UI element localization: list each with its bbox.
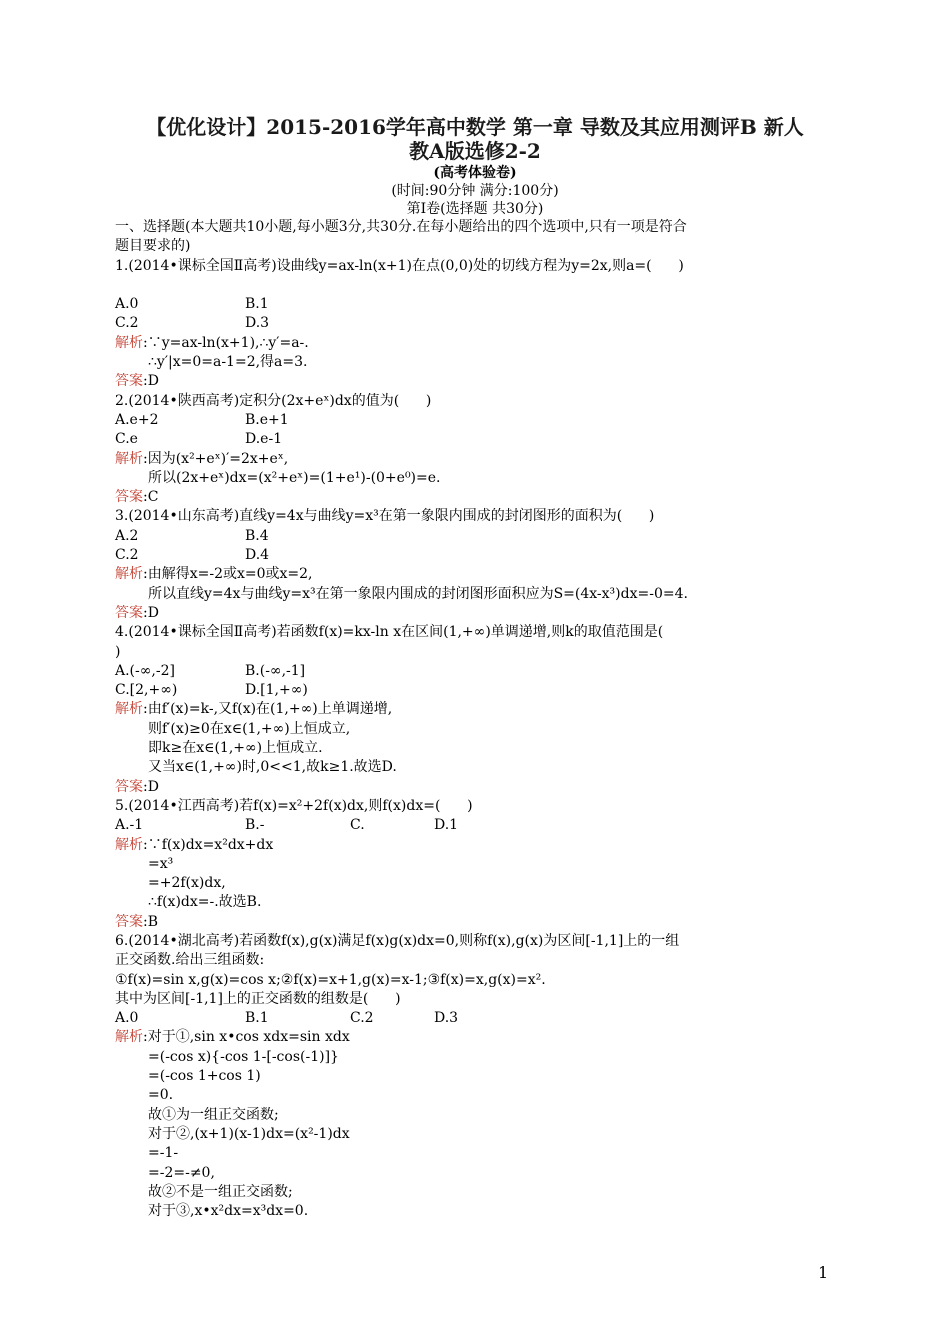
question-5-solution: 解析:∵f(x)dx=x²dx+dx bbox=[115, 836, 274, 853]
answer-label: 答案 bbox=[115, 913, 143, 930]
question-4-stem-cont: ) bbox=[115, 643, 121, 660]
option-b: B.1 bbox=[245, 1010, 269, 1027]
option-b: B.- bbox=[245, 817, 265, 834]
exam-subtitle: (高考体验卷) bbox=[433, 165, 517, 181]
question-2-options-row-2 bbox=[115, 430, 835, 449]
question-6-stem-cont: 正交函数.给出三组函数: bbox=[115, 952, 265, 969]
question-2-solution-line: 所以(2x+eˣ)dx=(x²+eˣ)=(1+e¹)-(0+e⁰)=e. bbox=[148, 469, 441, 486]
option-a: A.2 bbox=[115, 527, 139, 544]
question-4-options-row-2 bbox=[115, 681, 835, 700]
analysis-label: 解析 bbox=[115, 836, 143, 853]
question-5-solution-line: =+2f(x)dx, bbox=[148, 875, 226, 892]
question-4-solution: 解析:由f′(x)=k-,又f(x)在(1,+∞)上单调递增, bbox=[115, 701, 393, 718]
question-4-options-row-1 bbox=[115, 662, 835, 681]
option-a: A.-1 bbox=[115, 817, 144, 834]
title-line-1: 【优化设计】2015-2016学年高中数学 第一章 导数及其应用测评B 新人 bbox=[146, 115, 804, 139]
question-1-options-row-1 bbox=[115, 295, 835, 314]
question-1-solution: 解析:∵y=ax-ln(x+1),∴y′=a-. bbox=[115, 334, 309, 351]
option-d: D.3 bbox=[434, 1010, 459, 1027]
question-1-solution-line: ∴y′|x=0=a-1=2,得a=3. bbox=[148, 354, 308, 371]
question-5-answer: 答案:B bbox=[115, 913, 159, 930]
question-6-solution-line: =0. bbox=[148, 1087, 174, 1104]
option-a: A.0 bbox=[115, 1010, 139, 1027]
analysis-label: 解析 bbox=[115, 566, 143, 583]
section-intro: 一、选择题(本大题共10小题,每小题3分,共30分.在每小题给出的四个选项中,只有一项是符合 bbox=[115, 219, 687, 235]
answer-label: 答案 bbox=[115, 778, 143, 795]
question-6-function-groups: ①f(x)=sin x,g(x)=cos x;②f(x)=x+1,g(x)=x-1;③f(x)=x,g(x)=x². bbox=[115, 971, 546, 988]
option-b: B.(-∞,-1] bbox=[245, 662, 306, 679]
answer-label: 答案 bbox=[115, 604, 143, 621]
question-3-stem: 3.(2014•山东高考)直线y=4x与曲线y=x³在第一象限内围成的封闭图形的面积为( ) bbox=[115, 508, 655, 525]
option-d: D.3 bbox=[245, 315, 270, 332]
option-d: D.1 bbox=[434, 817, 459, 834]
question-3-solution-line: 所以直线y=4x与曲线y=x³在第一象限内围成的封闭图形面积应为S=(4x-x³)dx=-0=4. bbox=[148, 585, 688, 602]
question-5-solution-line: =x³ bbox=[148, 855, 174, 872]
question-3-options-row-1 bbox=[115, 527, 835, 546]
question-5-solution-line: ∴f(x)dx=-.故选B. bbox=[148, 894, 262, 911]
option-b: B.1 bbox=[245, 296, 269, 313]
question-1-stem: 1.(2014•课标全国Ⅱ高考)设曲线y=ax-ln(x+1)在点(0,0)处的切线方程为y=2x,则a=( ) bbox=[115, 257, 684, 274]
question-6-solution: 解析:对于①,sin x•cos xdx=sin xdx bbox=[115, 1029, 350, 1046]
section-intro-cont: 题目要求的) bbox=[115, 238, 191, 255]
question-6-solution-line: 对于②,(x+1)(x-1)dx=(x²-1)dx bbox=[148, 1125, 350, 1142]
question-6-solution-line: =(-cos 1+cos 1) bbox=[148, 1068, 261, 1085]
question-6-solution-line: 故②不是一组正交函数; bbox=[148, 1183, 293, 1200]
option-c: C.2 bbox=[115, 547, 139, 564]
option-b: B.e+1 bbox=[245, 411, 289, 428]
option-c: C.e bbox=[115, 431, 138, 448]
option-d: D.4 bbox=[245, 547, 270, 564]
question-3-options-row-2 bbox=[115, 546, 835, 565]
question-3-solution: 解析:由解得x=-2或x=0或x=2, bbox=[115, 566, 313, 583]
question-6-solution-line: =(-cos x){-cos 1-[-cos(-1)]} bbox=[148, 1048, 339, 1065]
question-6-options bbox=[115, 1009, 835, 1028]
analysis-label: 解析 bbox=[115, 450, 143, 467]
question-4-solution-line: 又当x∈(1,+∞)时,0<<1,故k≥1.故选D. bbox=[148, 759, 397, 776]
question-6-solution-line: 故①为一组正交函数; bbox=[148, 1106, 279, 1123]
question-4-answer: 答案:D bbox=[115, 778, 159, 795]
analysis-label: 解析 bbox=[115, 1029, 143, 1046]
question-4-stem: 4.(2014•课标全国Ⅱ高考)若函数f(x)=kx-ln x在区间(1,+∞)单调递增,则k的取值范围是( bbox=[115, 624, 664, 641]
question-2-answer: 答案:C bbox=[115, 489, 159, 506]
question-1-options-row-2 bbox=[115, 314, 835, 333]
option-d: D.e-1 bbox=[245, 431, 283, 448]
question-list bbox=[115, 218, 835, 1221]
option-c: C.2 bbox=[350, 1010, 374, 1027]
question-5-options bbox=[115, 816, 835, 835]
question-2-stem: 2.(2014•陕西高考)定积分(2x+eˣ)dx的值为( ) bbox=[115, 392, 432, 409]
option-d: D.[1,+∞) bbox=[245, 682, 308, 699]
analysis-label: 解析 bbox=[115, 334, 143, 351]
document-title bbox=[115, 115, 835, 163]
option-c: C.2 bbox=[115, 315, 139, 332]
page-number: 1 bbox=[818, 1263, 829, 1282]
option-a: A.0 bbox=[115, 296, 139, 313]
time-score-line: (时间:90分钟 满分:100分) bbox=[391, 183, 559, 199]
option-a: A.(-∞,-2] bbox=[115, 662, 175, 679]
answer-label: 答案 bbox=[115, 373, 143, 390]
question-2-options-row-1 bbox=[115, 411, 835, 430]
option-c: C. bbox=[350, 817, 365, 834]
option-b: B.4 bbox=[245, 527, 269, 544]
question-2-solution: 解析:因为(x²+eˣ)′=2x+eˣ, bbox=[115, 450, 289, 467]
title-line-2: 教A版选修2-2 bbox=[409, 139, 541, 163]
question-6-question: 其中为区间[-1,1]上的正交函数的组数是( ) bbox=[115, 990, 401, 1007]
part-heading: 第Ⅰ卷(选择题 共30分) bbox=[406, 201, 544, 217]
question-6-stem: 6.(2014•湖北高考)若函数f(x),g(x)满足f(x)g(x)dx=0,则称f(x),g(x)为区间[-1,1]上的一组 bbox=[115, 932, 680, 949]
option-a: A.e+2 bbox=[115, 411, 159, 428]
question-3-answer: 答案:D bbox=[115, 604, 159, 621]
question-1-answer: 答案:D bbox=[115, 373, 159, 390]
question-5-stem: 5.(2014•江西高考)若f(x)=x²+2f(x)dx,则f(x)dx=( ) bbox=[115, 797, 473, 814]
analysis-label: 解析 bbox=[115, 701, 143, 718]
question-6-solution-line: =-2=-≠0, bbox=[148, 1164, 215, 1181]
question-6-solution-line: =-1- bbox=[148, 1145, 179, 1162]
question-6-solution-line: 对于③,x•x²dx=x³dx=0. bbox=[148, 1203, 309, 1220]
question-4-solution-line: 则f′(x)≥0在x∈(1,+∞)上恒成立, bbox=[148, 720, 351, 737]
question-4-solution-line: 即k≥在x∈(1,+∞)上恒成立. bbox=[148, 740, 323, 757]
option-c: C.[2,+∞) bbox=[115, 682, 178, 699]
answer-label: 答案 bbox=[115, 489, 143, 506]
